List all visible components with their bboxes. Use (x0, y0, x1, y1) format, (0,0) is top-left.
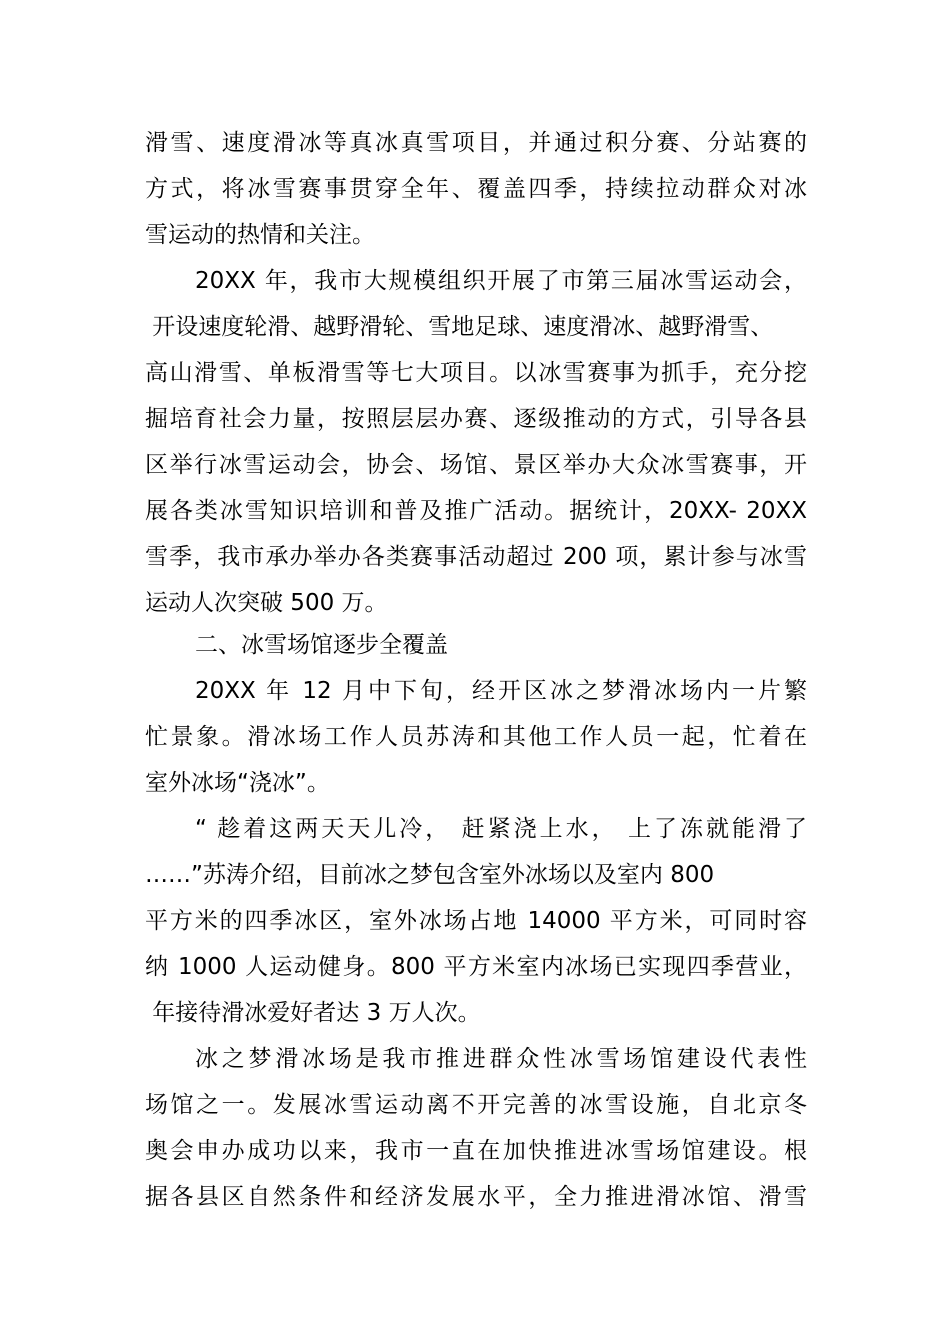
text-line: 平方米的四季冰区，室外冰场占地 14000 平方米，可同时容 (145, 908, 807, 934)
text-line: 展各类冰雪知识培训和普及推广活动。据统计，20XX- 20XX (145, 498, 807, 524)
text-line: 运动人次突破 500 万。 (145, 590, 388, 616)
text-line: 20XX 年 12 月中下旬，经开区冰之梦滑冰场内一片繁 (195, 678, 807, 704)
section-heading: 二、冰雪场馆逐步全覆盖 (195, 632, 448, 658)
text-line: 雪运动的热情和关注。 (145, 222, 375, 248)
text-line: 场馆之一。发展冰雪运动离不开完善的冰雪设施，自北京冬 (145, 1092, 807, 1118)
text-line: 冰之梦滑冰场是我市推进群众性冰雪场馆建设代表性 (195, 1046, 807, 1072)
text-line: 雪季，我市承办举办各类赛事活动超过 200 项，累计参与冰雪 (145, 544, 807, 570)
text-line: 开设速度轮滑、越野滑轮、雪地足球、速度滑冰、越野滑雪、 (145, 314, 774, 340)
text-line: 据各县区自然条件和经济发展水平，全力推进滑冰馆、滑雪 (145, 1184, 807, 1210)
text-line: 掘培育社会力量，按照层层办赛、逐级推动的方式，引导各县 (145, 406, 807, 432)
text-line: 忙景象。滑冰场工作人员苏涛和其他工作人员一起，忙着在 (145, 724, 807, 750)
text-line: 20XX 年，我市大规模组织开展了市第三届冰雪运动会， (195, 268, 807, 294)
text-line: 高山滑雪、单板滑雪等七大项目。以冰雪赛事为抓手，充分挖 (145, 360, 807, 386)
text-line: 区举行冰雪运动会，协会、场馆、景区举办大众冰雪赛事，开 (145, 452, 807, 478)
text-line: 纳 1000 人运动健身。800 平方米室内冰场已实现四季营业， (145, 954, 807, 980)
text-line: 方式，将冰雪赛事贯穿全年、覆盖四季，持续拉动群众对冰 (145, 176, 807, 202)
text-line: 年接待滑冰爱好者达 3 万人次。 (145, 1000, 481, 1026)
text-line: 室外冰场“浇冰”。 (145, 770, 330, 796)
text-line: 奥会申办成功以来，我市一直在加快推进冰雪场馆建设。根 (145, 1138, 807, 1164)
text-line: “ 趁着这两天天儿冷， 赶紧浇上水， 上了冻就能滑了 (195, 816, 807, 842)
text-line: ……”苏涛介绍，目前冰之梦包含室外冰场以及室内 800 (145, 862, 715, 888)
text-line: 滑雪、速度滑冰等真冰真雪项目，并通过积分赛、分站赛的 (145, 130, 807, 156)
